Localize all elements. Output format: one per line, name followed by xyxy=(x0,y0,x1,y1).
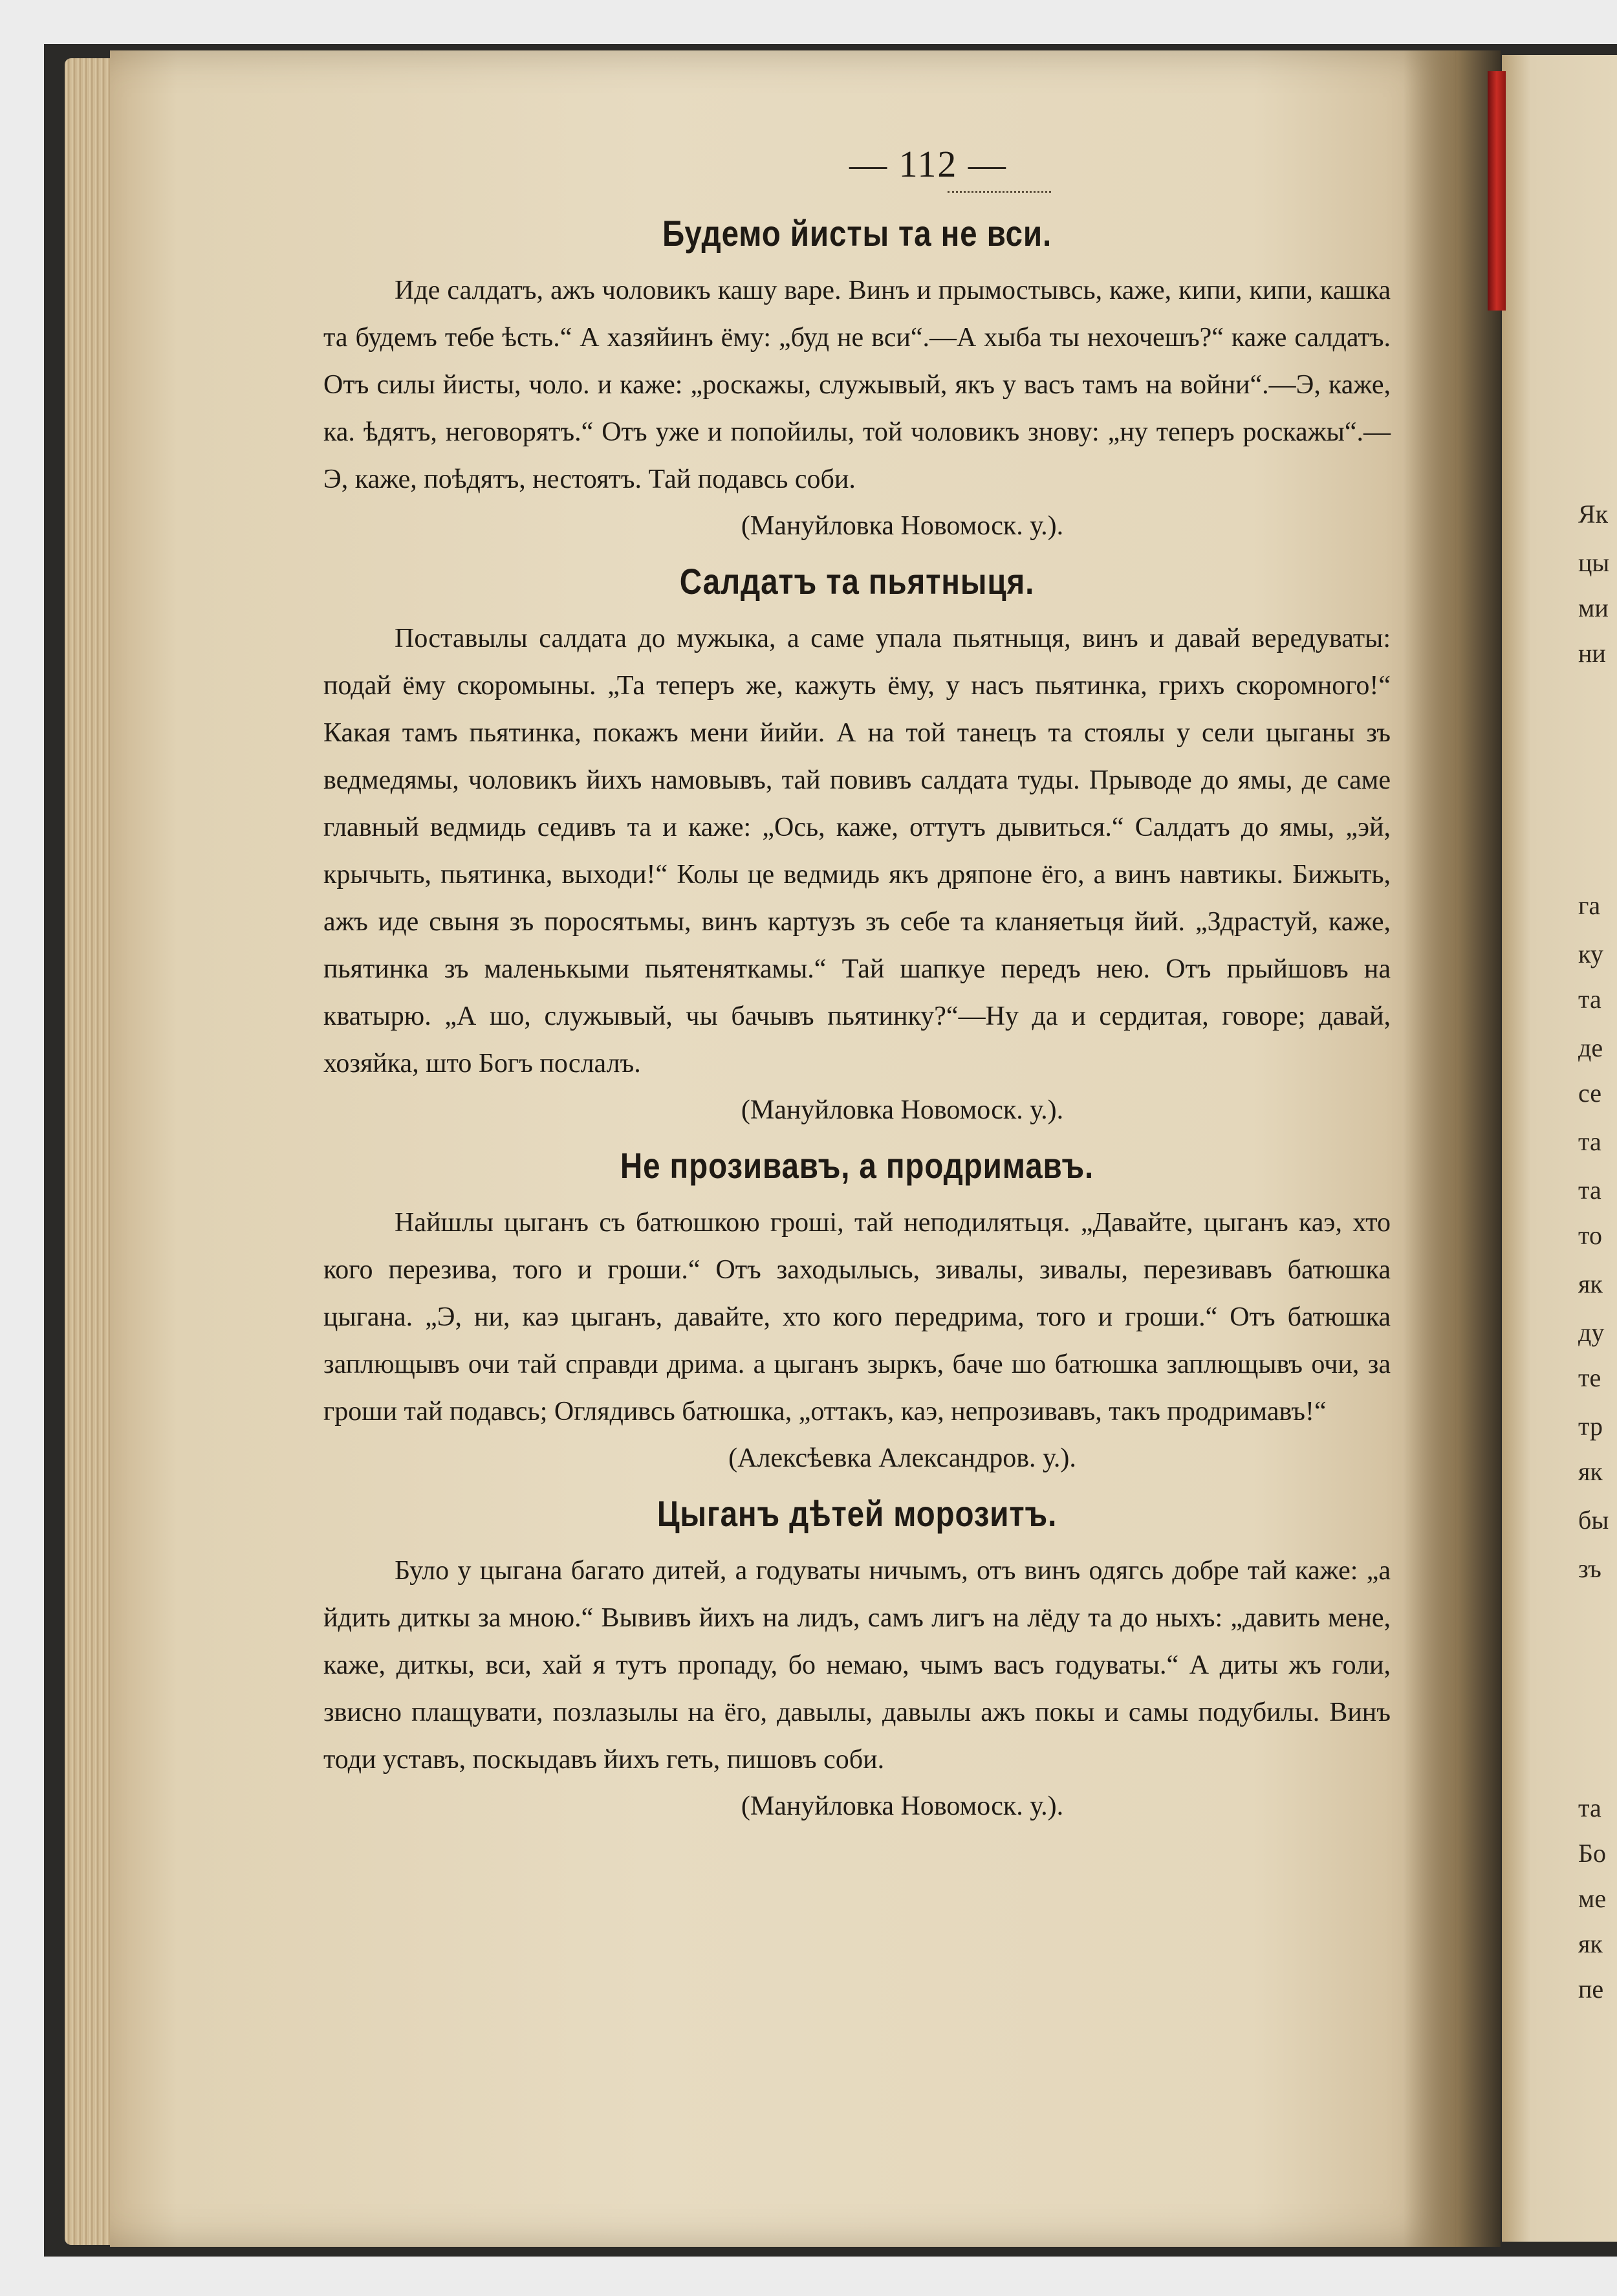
story-text: Було у цыгана багато дитей, а годуваты ничымъ, отъ винъ одягсь добре тай каже: „а йдить диткы за мною.“ Вывивъ йихъ на лидъ, самъ лигъ на лёду та до ныхъ: „давить мене, каже, диткы, вси, хай я тутъ пропаду, бо немаю, чымъ васъ годуваты.“ А диты жъ голи, звисно плащувати, позлазылы на ёго, давылы, давылы ажъ покы и самы подубилы. Винъ тоди уставъ, поскыдавъ йихъ геть, пишовъ соби. xyxy=(323,1556,1391,1775)
right-page-fragment: Бо xyxy=(1578,1839,1606,1868)
right-page-fragment: та xyxy=(1578,1175,1601,1205)
right-page-fragment: як xyxy=(1578,1457,1603,1486)
story-title: Будемо йисты та не вси. xyxy=(662,213,1052,254)
story-source: (Мануйловка Новомоск. у.). xyxy=(741,1791,1064,1821)
right-page-fragment: то xyxy=(1578,1221,1602,1250)
story-text: Иде салдатъ, ажъ чоловикъ кашу варе. Винъ и прымостывсь, каже, кипи, кипи, кашка та будемъ тебе ѣсть.“ А хазяйинъ ёму: „буд не вси“.—А хыба ты нехочешъ?“ каже салдатъ. Отъ силы йисты, чоло. и каже: „роскажы, служывый, якъ у васъ тамъ на войни“.—Э, каже, ка. ѣдятъ, неговорятъ.“ Отъ уже и попойилы, той чоловикъ знову: „ну теперъ роскажы“.—Э, каже, поѣдятъ, нестоятъ. Тай подавсь соби. xyxy=(323,276,1391,494)
right-page-fragment: де xyxy=(1578,1033,1603,1062)
story-text: Найшлы цыганъ съ батюшкою грошi, тай неподилятьця. „Давайте, цыганъ каэ, хто кого перезива, того и гроши.“ Отъ заходылысь, зивалы, зивалы, перезивавъ батюшка цыгана. „Э, ни, каэ цыганъ, давайте, хто кого передрима, того и гроши.“ Отъ батюшка заплющывъ очи тай справди дрима. а цыганъ зыркъ, баче шо батюшка заплющывъ очи, за гроши тай подавсь; Оглядивсь батюшка, „оттакъ, каэ, непрозивавъ, такъ продримавъ!“ xyxy=(323,1208,1391,1427)
right-page-fragment: та xyxy=(1578,1793,1601,1822)
ornament-underline xyxy=(948,186,1051,193)
right-page-fragment: га xyxy=(1578,891,1601,920)
story xyxy=(323,560,1391,1133)
right-page-fragment: ду xyxy=(1578,1318,1605,1347)
story xyxy=(323,212,1391,549)
right-page-fragment: Як xyxy=(1578,499,1609,529)
story xyxy=(323,1492,1391,1829)
story-source: (Мануйловка Новомоск. у.). xyxy=(741,1095,1064,1125)
story xyxy=(323,1144,1391,1481)
right-page-fragment: ни xyxy=(1578,639,1606,668)
right-page-fragment: ми xyxy=(1578,593,1609,622)
right-page-fragment: цы xyxy=(1578,548,1610,577)
story-title: Не прозивавъ, а продримавъ. xyxy=(620,1145,1094,1186)
story-title: Цыганъ дѣтей морозитъ. xyxy=(657,1493,1058,1534)
right-page-fragment: пе xyxy=(1578,1974,1604,2004)
story-source: (Алексѣевка Александров. у.). xyxy=(728,1443,1076,1473)
page-number xyxy=(323,142,1391,193)
right-page-fragment: се xyxy=(1578,1078,1601,1108)
right-page-fragment: та xyxy=(1578,985,1601,1014)
bookmark-ribbon xyxy=(1488,71,1506,311)
book-gutter xyxy=(1404,50,1501,2247)
right-page-fragment: бы xyxy=(1578,1505,1609,1535)
story-title: Салдатъ та пьятныця. xyxy=(679,561,1035,602)
page-content xyxy=(323,142,1391,1829)
right-page-fragment: тр xyxy=(1578,1412,1603,1441)
story-text: Поставылы салдата до мужыка, а саме упала пьятныця, винъ и давай вередуваты: подай ёму скоромыны. „Та теперъ же, кажуть ёму, у насъ пьятинка, грихъ скоромного!“ Какая тамъ пьятинка, покажъ мени йийи. А на той танецъ та стоялы у сели цыганы зъ ведмедямы, чоловикъ йихъ намовывъ, тай повивъ салдата туды. Прыводе до ямы, де саме главный ведмидь седивъ та и каже: „Ось, каже, оттутъ дывиться.“ Салдатъ до ямы, „эй, крычыть, пьятинка, выходи!“ Колы це ведмидь якъ дряпоне ёго, а винъ навтикы. Бижыть, ажъ иде свыня зъ поросятьмы, винъ картузъ зъ себе та кланяетьця йий. „Здрастуй, каже, пьятинка зъ маленькыми пьятеняткамы.“ Тай шапкуе передъ нею. Отъ прыйшовъ на кватырю. „А шо, служывый, чы бачывъ пьятинку?“—Ну да и сердитая, говоре; давай, хозяйка, што Богъ послалъ. xyxy=(323,624,1391,1078)
right-page-fragment: як xyxy=(1578,1929,1603,1958)
right-page-fragment: ку xyxy=(1578,939,1603,968)
right-page-fragment: зъ xyxy=(1578,1554,1601,1583)
page-number-text: — 112 — xyxy=(849,143,1007,185)
right-page-fragment: як xyxy=(1578,1269,1603,1298)
story-source: (Мануйловка Новомоск. у.). xyxy=(741,511,1064,541)
right-page-fragment: те xyxy=(1578,1363,1601,1392)
right-page-fragment: ме xyxy=(1578,1884,1607,1913)
right-page-fragment: та xyxy=(1578,1127,1601,1156)
